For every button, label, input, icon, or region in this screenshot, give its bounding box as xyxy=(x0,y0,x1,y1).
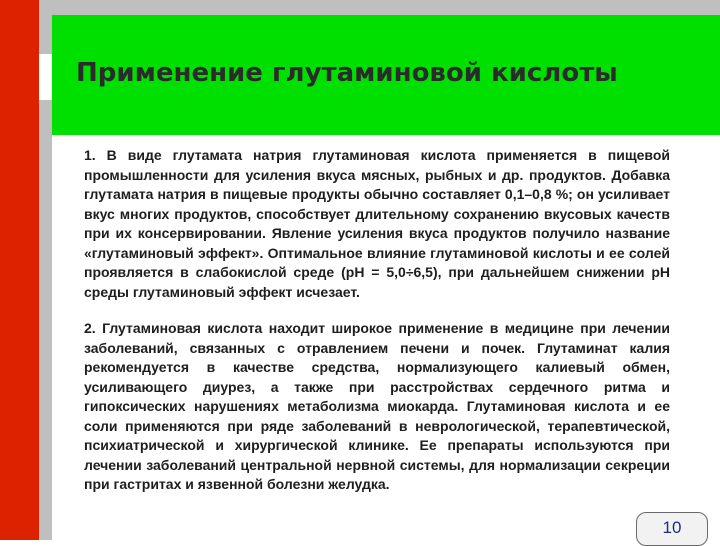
slide-body xyxy=(84,146,670,495)
slide-title: Применение глутаминовой кислоты xyxy=(76,58,618,88)
top-frame-bar xyxy=(52,0,720,15)
paragraph-food-industry: 1. В виде глутамата натрия глутаминовая кислота применяется в пищевой промышленности для усиления вкуса мясных, рыбных и др. продуктов. Добавка глутамата натрия в пищевые продукты обычно составляет 0,1–0,8 %; он усиливает вкус многих продуктов, способствует длительному сохранению вкусовых качеств при их консервировании. Явление усиления вкуса продуктов получило название «глутаминовый эффект». Оптимальное влияние глутаминовой кислоты и ее солей проявляется в слабокислой среде (рН = 5,0÷6,5), при дальнейшем снижении рН среды глутаминовый эффект исчезает. xyxy=(84,147,670,300)
left-accent-bar xyxy=(0,0,39,540)
title-marker xyxy=(39,54,52,100)
paragraph-medicine: 2. Глутаминовая кислота находит широкое применение в медицине при лечении заболеваний, связанных с отравлением печени и почек. Глутаминат калия рекомендуется в качестве средства, нормализующего калиевый обмен, усиливающего диурез, а также при расстройствах сердечного ритма и гипоксических нарушениях метаболизма миокарда. Глутаминовая кислота и ее соли применяются при ряде заболеваний в неврологической, терапевтической, психиатрической и хирургической клинике. Ее препараты используются при лечении заболеваний центральной нервной системы, для нормализации секреции при гастритах и язвенной болезни желудка. xyxy=(84,320,670,492)
page-number: 10 xyxy=(636,512,708,546)
